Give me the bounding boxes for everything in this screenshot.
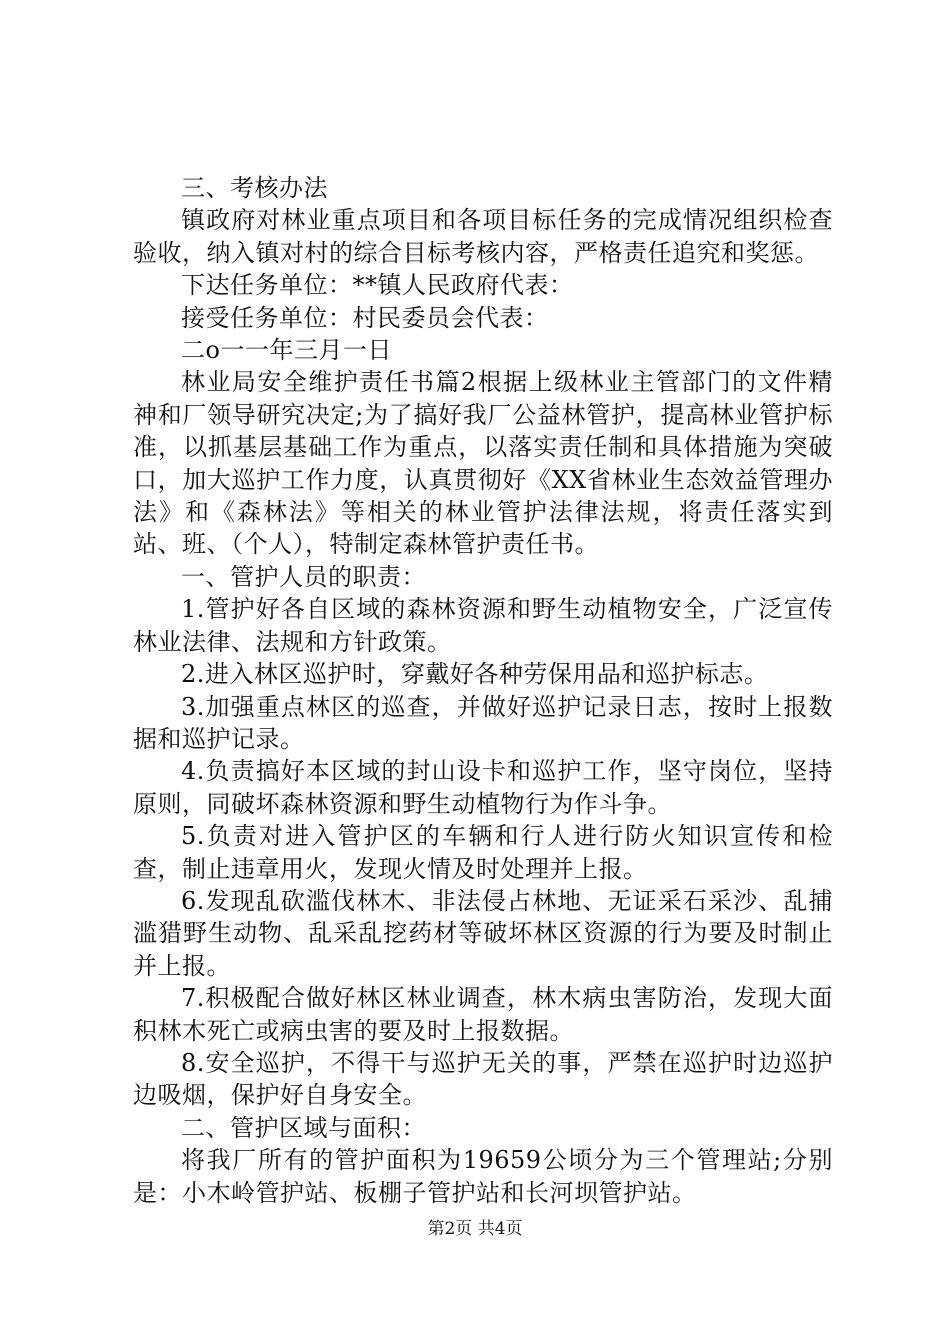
- duty-item-4: 4.负责搞好本区域的封山设卡和巡护工作，坚守岗位，坚持原则，同破坏森林资源和野生动植物行为作斗争。: [133, 757, 833, 818]
- duty-item-8: 8.安全巡护，不得干与巡护无关的事，严禁在巡护时边巡护边吸烟，保护好自身安全。: [133, 1048, 833, 1110]
- page-footer: [0, 1214, 950, 1239]
- duty-item-7: 7.积极配合做好林区林业调查，林木病虫害防治，发现大面积林木死亡或病虫害的要及时上报数据。: [133, 984, 833, 1045]
- section-heading-duties: 一、管护人员的职责：: [181, 562, 426, 591]
- paragraph-intro: 林业局安全维护责任书篇2根据上级林业主管部门的文件精神和厂领导研究决定;为了搞好我厂公益林管护，提高林业管护标准，以抓基层基础工作为重点，以落实责任制和具体措施为突破口，加大巡护工作力度，认真贯彻好《XX省林业生态效益管理办法》和《森林法》等相关的林业管护法律法规，将责任落实到站、班、（个人），特制定森林管护责任书。: [133, 368, 833, 559]
- receiving-unit-line: 接受任务单位：村民委员会代表：: [181, 303, 549, 332]
- duty-item-2: 2.进入林区巡护时，穿戴好各种劳保用品和巡护标志。: [181, 660, 769, 689]
- paragraph-assessment: 镇政府对林业重点项目和各项目标任务的完成情况组织检查验收，纳入镇对村的综合目标考核内容，严格责任追究和奖惩。: [133, 206, 833, 267]
- issuing-unit-line: 下达任务单位：**镇人民政府代表：: [181, 271, 574, 300]
- document-body: [133, 172, 833, 1209]
- duty-item-3: 3.加强重点林区的巡查，并做好巡护记录日志，按时上报数据和巡护记录。: [133, 692, 833, 753]
- page-number-label: 第2页 共4页: [427, 1219, 523, 1239]
- section-heading-assessment: 三、考核办法: [181, 174, 328, 202]
- section-heading-area: 二、管护区域与面积：: [181, 1113, 426, 1142]
- paragraph-area: 将我厂所有的管护面积为19659公顷分为三个管理站;分别是：小木岭管护站、板棚子管护站和长河坝管护站。: [133, 1146, 833, 1207]
- duty-item-6: 6.发现乱砍滥伐林木、非法侵占林地、无证采石采沙、乱捕滥猎野生动物、乱采乱挖药材等破坏林区资源的行为要及时制止并上报。: [133, 886, 833, 980]
- duty-item-1: 1.管护好各自区域的森林资源和野生动植物安全，广泛宣传林业法律、法规和方针政策。: [133, 595, 833, 656]
- duty-item-5: 5.负责对进入管护区的车辆和行人进行防火知识宣传和检查，制止违章用火，发现火情及时处理并上报。: [133, 822, 833, 883]
- date-line: 二o一一年三月一日: [181, 336, 392, 365]
